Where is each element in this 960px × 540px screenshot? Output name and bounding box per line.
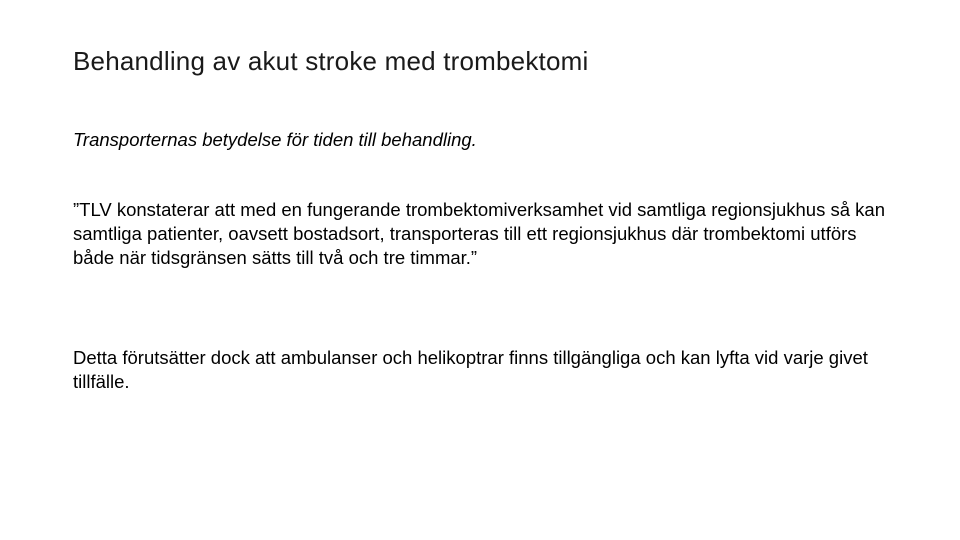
slide-subtitle: Transporternas betydelse för tiden till behandling. — [73, 129, 477, 150]
slide-title: Behandling av akut stroke med trombektomi — [73, 46, 589, 76]
note-paragraph: Detta förutsätter dock att ambulanser och helikoptrar finns tillgängliga och kan lyfta vid varje givet tillfälle. — [73, 347, 868, 392]
quote-paragraph: ”TLV konstaterar att med en fungerande trombektomiverksamhet vid samtliga regionsjukhus så kan samtliga patienter, oavsett bostadsort, transporteras till ett regionsjukhus där trombektomi utförs både när tidsgränsen sätts till två och tre timmar.” — [73, 199, 885, 268]
